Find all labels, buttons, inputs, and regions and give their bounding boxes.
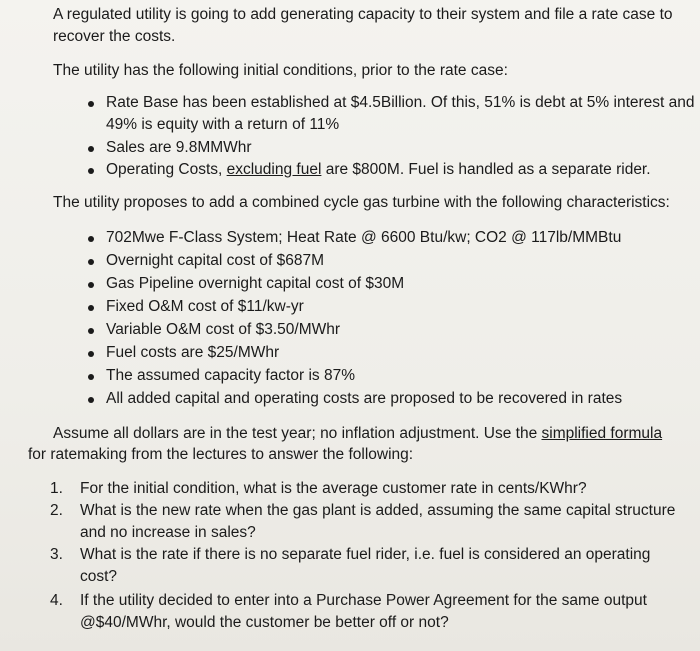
operating-costs-pre: Operating Costs, (106, 161, 227, 178)
question-2-line-1: What is the new rate when the gas plant is added, assuming the same capital structure (80, 502, 676, 519)
operating-costs-post: are $800M. Fuel is handled as a separate rider. (321, 161, 651, 178)
question-1: For the initial condition, what is the average customer rate in cents/KWhr? (80, 480, 587, 497)
proposal-item: Fuel costs are $25/MWhr (106, 344, 280, 361)
bullet-icon (88, 351, 94, 357)
assume-line-2: for ratemaking from the lectures to answer the following: (28, 446, 414, 463)
bullet-icon (88, 101, 94, 107)
simplified-formula-underlined: simplified formula (541, 425, 663, 442)
question-number: 3. (50, 546, 63, 563)
question-number: 2. (50, 502, 63, 519)
proposal-item: 702Mwe F-Class System; Heat Rate @ 6600 Btu/kw; CO2 @ 117lb/MMBtu (106, 229, 622, 246)
bullet-icon (88, 397, 94, 403)
question-2-line-2: and no increase in sales? (80, 524, 256, 541)
sales-line: Sales are 9.8MMWhr (106, 139, 252, 156)
bullet-icon (88, 236, 94, 242)
proposal-heading: The utility proposes to add a combined cycle gas turbine with the following characteristics: (53, 194, 670, 211)
proposal-item: Overnight capital cost of $687M (106, 252, 324, 269)
question-3-line-2: cost? (80, 568, 118, 585)
question-number: 1. (50, 480, 63, 497)
proposal-item: The assumed capacity factor is 87% (106, 367, 355, 384)
rate-base-line-1: Rate Base has been established at $4.5Billion. Of this, 51% is debt at 5% interest and (106, 94, 695, 111)
bullet-icon (88, 305, 94, 311)
question-3-line-1: What is the rate if there is no separate fuel rider, i.e. fuel is considered an operating (80, 546, 651, 563)
assume-pre: Assume all dollars are in the test year; no inflation adjustment. Use the (53, 425, 542, 442)
bullet-icon (88, 168, 94, 174)
excluding-fuel-underlined: excluding fuel (226, 161, 322, 178)
question-4-line-1: If the utility decided to enter into a Purchase Power Agreement for the same output (80, 592, 647, 609)
proposal-item: Fixed O&M cost of $11/kw-yr (106, 298, 304, 315)
intro-line-1: A regulated utility is going to add generating capacity to their system and file a rate case to (53, 6, 673, 23)
proposal-item: All added capital and operating costs are proposed to be recovered in rates (106, 390, 623, 407)
assume-line-1 (53, 425, 662, 443)
bullet-icon (88, 282, 94, 288)
rate-base-line-2: 49% is equity with a return of 11% (106, 116, 340, 133)
bullet-icon (88, 374, 94, 380)
proposal-item: Variable O&M cost of $3.50/MWhr (106, 321, 341, 338)
question-4-line-2: @$40/MWhr, would the customer be better off or not? (80, 614, 449, 631)
initial-conditions-heading: The utility has the following initial conditions, prior to the rate case: (53, 62, 508, 79)
bullet-icon (88, 146, 94, 152)
operating-costs-line (106, 161, 651, 179)
intro-line-2: recover the costs. (53, 28, 176, 45)
question-number: 4. (50, 592, 63, 609)
bullet-icon (88, 259, 94, 265)
bullet-icon (88, 328, 94, 334)
proposal-item: Gas Pipeline overnight capital cost of $30M (106, 275, 405, 292)
